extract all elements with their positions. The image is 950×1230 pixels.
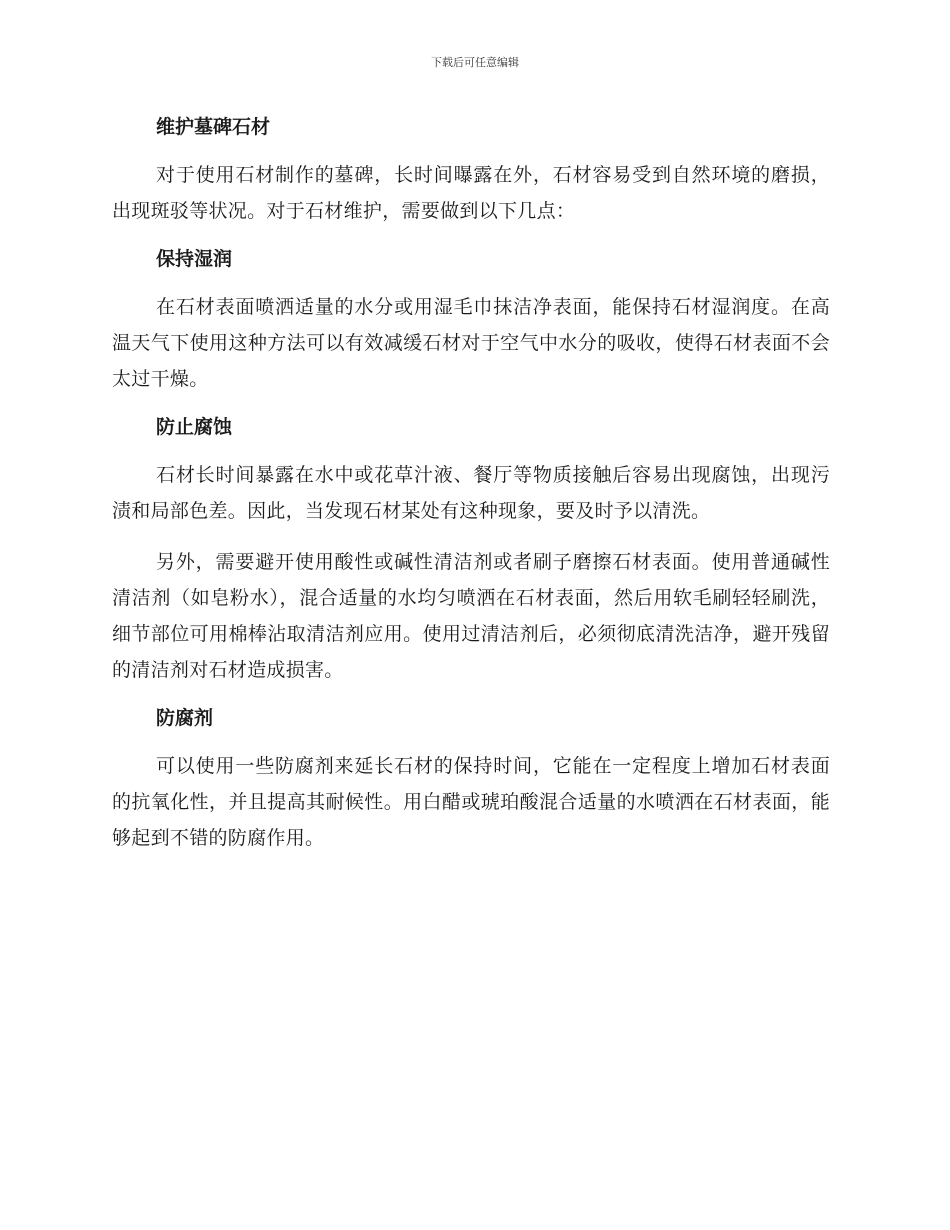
paragraph-cleaning: 另外，需要避开使用酸性或碱性清洁剂或者刷子磨擦石材表面。使用普通碱性清洁剂（如皂粉水），混合适量的水均匀喷洒在石材表面，然后用软毛刷轻轻刷洗，细节部位可用棉棒沾取清洁剂应用。使用过清洁剂后，必须彻底清洗洁净，避开残留的清洁剂对石材造成损害。: [112, 551, 830, 681]
paragraph-prevent-corrosion: 石材长时间暴露在水中或花草汁液、餐厅等物质接触后容易出现腐蚀，出现污渍和局部色差。因此，当发现石材某处有这种现象，要及时予以清洗。: [112, 464, 830, 522]
document-body: [112, 112, 830, 871]
section-heading-maintain-stone: 维护墓碑石材: [156, 116, 271, 138]
paragraph-intro: 对于使用石材制作的墓碑，长时间曝露在外，石材容易受到自然环境的磨损，出现斑驳等状况。对于石材维护，需要做到以下几点：: [112, 164, 830, 222]
paragraph-keep-moist: 在石材表面喷洒适量的水分或用湿毛巾抹洁净表面，能保持石材湿润度。在高温天气下使用这种方法可以有效减缓石材对于空气中水分的吸收，使得石材表面不会太过干燥。: [112, 296, 830, 390]
section-heading-preservative: 防腐剂: [156, 707, 214, 729]
paragraph-preservative: 可以使用一些防腐剂来延长石材的保持时间，它能在一定程度上增加石材表面的抗氧化性，并且提高其耐候性。用白醋或琥珀酸混合适量的水喷洒在石材表面，能够起到不错的防腐作用。: [112, 755, 830, 849]
section-heading-keep-moist: 保持湿润: [156, 248, 233, 270]
section-heading-prevent-corrosion: 防止腐蚀: [156, 416, 233, 438]
page-header: 下载后可任意编辑: [431, 56, 519, 69]
